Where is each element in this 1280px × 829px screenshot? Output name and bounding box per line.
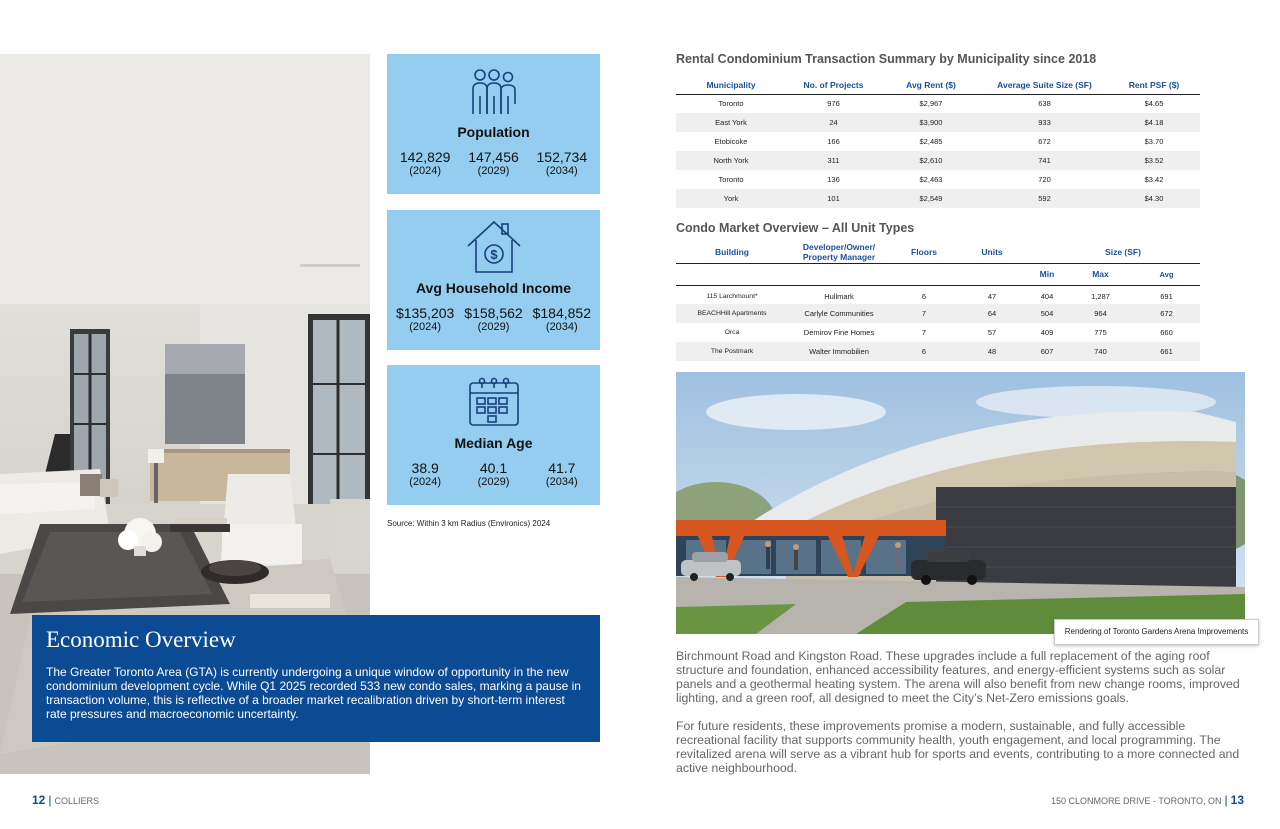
cell-municipality: Toronto <box>718 99 744 109</box>
calendar-icon <box>466 373 522 429</box>
table-row <box>676 151 1200 170</box>
income-2024-year: (2024) <box>409 321 442 333</box>
rendering-caption: Rendering of Toronto Gardens Arena Improvements <box>1054 619 1259 645</box>
cell-building: 115 Larchmount* <box>706 292 758 300</box>
subheader-empty <box>890 263 958 285</box>
cell-suite-size: 720 <box>1038 175 1051 184</box>
cell-projects: 101 <box>827 194 840 203</box>
table-row <box>676 113 1200 132</box>
population-2034-value: 152,734 <box>536 149 588 165</box>
cell-max: 775 <box>1094 328 1107 337</box>
footer-brand: COLLIERS <box>54 796 100 806</box>
condo-table-subheader-row <box>676 263 1200 285</box>
header-projects: No. of Projects <box>803 79 864 90</box>
cell-avg-rent: $2,549 <box>919 194 943 203</box>
header-floors: Floors <box>911 246 937 257</box>
economic-overview-body: The Greater Toronto Area (GTA) is currently undergoing a unique window of opportunity in the new condominium development cycle. While Q1 2025 recorded 533 new condo sales, marking a pause in transaction volume, this is reflective of a broader market recalibration driven by short-term interest rate pressures and macroeconomic uncertainty. <box>46 665 581 721</box>
subheader-empty <box>788 263 890 285</box>
header-municipality: Municipality <box>706 79 756 90</box>
population-2029-year: (2029) <box>477 165 510 177</box>
arena-paragraph-2: For future residents, these improvements promise a modern, sustainable, and fully accessible recreational facility that supports community health, youth engagement, and local programming. The revitalized arena will serve as a vibrant hub for sports and events, contributing to a more connected and active neighbourhood. <box>676 719 1240 775</box>
income-2029-value: $158,562 <box>464 305 523 321</box>
cell-rent-psf: $4.18 <box>1144 118 1164 127</box>
income-2034-year: (2034) <box>545 321 578 333</box>
arena-paragraph-1: Birchmount Road and Kingston Road. These upgrades include a full replacement of the aging roof structure and foundation, enhanced accessibility features, and energy-efficient systems such as solar panels and a geothermal heating system. The arena will also benefit from new change rooms, improved lighting, and a green roof, all designed to meet the City’s Net-Zero emissions goals. <box>676 649 1240 705</box>
condo-market-table <box>676 241 1200 361</box>
cell-rent-psf: $3.42 <box>1144 175 1164 184</box>
cell-avg: 661 <box>1160 347 1173 356</box>
subheader-empty <box>676 263 788 285</box>
cell-avg-rent: $2,485 <box>919 137 943 146</box>
cell-avg: 691 <box>1160 291 1173 301</box>
cell-min: 504 <box>1040 309 1054 318</box>
table-row <box>676 189 1200 208</box>
age-2029-value: 40.1 <box>479 460 508 476</box>
cell-municipality: York <box>723 194 739 203</box>
household-income-stat-box <box>387 210 600 350</box>
population-2034-year: (2034) <box>545 165 578 177</box>
table-row <box>676 132 1200 151</box>
age-2029-year: (2029) <box>477 476 510 488</box>
cell-municipality: Toronto <box>718 175 744 184</box>
income-2034-value: $184,852 <box>532 305 592 321</box>
population-2024-value: 142,829 <box>399 149 451 165</box>
age-2034-value: 41.7 <box>548 460 576 476</box>
footer-left <box>32 793 99 807</box>
cell-municipality: North York <box>713 156 749 165</box>
cell-max: 1,287 <box>1091 291 1110 301</box>
cell-rent-psf: $3.52 <box>1144 156 1164 165</box>
cell-suite-size: 638 <box>1038 99 1051 109</box>
rental-table-title: Rental Condominium Transaction Summary by Municipality since 2018 <box>676 52 1097 66</box>
condo-table-header-row <box>676 241 1200 263</box>
svg-text:$: $ <box>489 247 498 262</box>
cell-rent-psf: $3.70 <box>1144 137 1164 146</box>
income-2024-value: $135,203 <box>395 305 455 321</box>
cell-municipality: Etobicoke <box>714 137 748 146</box>
median-age-title: Median Age <box>454 435 533 451</box>
cell-rent-psf: $4.65 <box>1144 99 1164 109</box>
table-row <box>676 342 1200 361</box>
header-min: Min <box>1039 269 1055 279</box>
cell-building: The Postmark <box>710 348 754 355</box>
income-2029-year: (2029) <box>477 321 510 333</box>
cell-developer: Demirov Fine Homes <box>803 328 875 337</box>
cell-developer: Hullmark <box>824 291 854 301</box>
cell-floors: 7 <box>921 309 927 318</box>
table-row <box>676 170 1200 189</box>
header-size: Size (SF) <box>1105 246 1141 257</box>
cell-avg-rent: $2,610 <box>919 156 943 165</box>
cell-avg: 660 <box>1160 328 1173 337</box>
page-number-right: 13 <box>1230 793 1244 807</box>
cell-projects: 136 <box>827 175 840 184</box>
cell-units: 48 <box>987 347 997 356</box>
source-note: Source: Within 3 km Radius (Environics) 2024 <box>387 519 551 528</box>
arena-illustration <box>676 372 1245 634</box>
median-age-stat-box <box>387 365 600 505</box>
household-income-title: Avg Household Income <box>415 280 572 296</box>
cell-units: 47 <box>987 291 997 301</box>
header-avg-rent: Avg Rent ($) <box>906 79 956 90</box>
footer-separator: | <box>48 793 52 807</box>
header-max: Max <box>1092 269 1109 279</box>
people-icon <box>466 62 522 118</box>
rental-transaction-table <box>676 76 1200 208</box>
population-2029-value: 147,456 <box>468 149 519 165</box>
cell-floors: 7 <box>921 328 927 337</box>
table-row <box>676 323 1200 342</box>
population-title: Population <box>457 124 530 140</box>
cell-avg-rent: $2,967 <box>919 99 943 109</box>
condo-table-title: Condo Market Overview – All Unit Types <box>676 221 915 235</box>
cell-min: 404 <box>1040 291 1054 301</box>
header-suite-size: Average Suite Size (SF) <box>997 79 1092 90</box>
economic-overview-panel <box>32 615 600 742</box>
age-2024-value: 38.9 <box>411 460 439 476</box>
cell-avg-rent: $2,463 <box>919 175 943 184</box>
table-row <box>676 304 1200 323</box>
cell-avg: 672 <box>1160 309 1173 318</box>
age-2034-year: (2034) <box>545 476 578 488</box>
footer-separator: | <box>1224 793 1228 807</box>
header-developer: Developer/Owner/ Property Manager <box>802 241 876 262</box>
cell-suite-size: 933 <box>1038 118 1051 127</box>
cell-units: 64 <box>987 309 997 318</box>
rental-table-header-row <box>676 76 1200 94</box>
cell-floors: 6 <box>921 291 927 301</box>
header-building: Building <box>715 246 749 257</box>
cell-developer: Walter Immobilien <box>809 347 869 356</box>
cell-max: 740 <box>1094 347 1107 356</box>
cell-rent-psf: $4.30 <box>1144 194 1164 203</box>
population-stat-box <box>387 54 600 194</box>
footer-address: 150 CLONMORE DRIVE - TORONTO, ON <box>1050 796 1222 806</box>
cell-building: BEACHHill Apartments <box>697 310 767 317</box>
cell-projects: 311 <box>827 156 840 165</box>
cell-min: 607 <box>1040 347 1054 356</box>
arena-rendering-image <box>676 372 1245 634</box>
population-2024-year: (2024) <box>409 165 442 177</box>
cell-projects: 976 <box>827 99 840 109</box>
cell-municipality: East York <box>715 118 747 127</box>
cell-floors: 6 <box>921 347 927 356</box>
table-row <box>676 285 1200 304</box>
table-row <box>676 94 1200 113</box>
economic-overview-title: Economic Overview <box>46 627 236 652</box>
cell-building: Orca <box>724 329 740 336</box>
page-number-left: 12 <box>32 793 46 807</box>
age-2024-year: (2024) <box>409 476 442 488</box>
header-avg: Avg <box>1159 269 1174 279</box>
cell-projects: 24 <box>829 118 838 127</box>
subheader-empty <box>958 263 1026 285</box>
cell-avg-rent: $3,900 <box>919 118 943 127</box>
cell-projects: 166 <box>827 137 840 146</box>
cell-min: 409 <box>1040 328 1054 337</box>
footer-right <box>1051 793 1244 807</box>
header-rent-psf: Rent PSF ($) <box>1128 79 1180 90</box>
cell-max: 964 <box>1094 309 1107 318</box>
cell-suite-size: 592 <box>1038 194 1051 203</box>
house-dollar-icon <box>466 218 522 274</box>
cell-suite-size: 741 <box>1038 156 1051 165</box>
header-units: Units <box>981 246 1003 257</box>
cell-units: 57 <box>987 328 997 337</box>
cell-suite-size: 672 <box>1038 137 1051 146</box>
cell-developer: Carlyle Communities <box>804 309 874 318</box>
